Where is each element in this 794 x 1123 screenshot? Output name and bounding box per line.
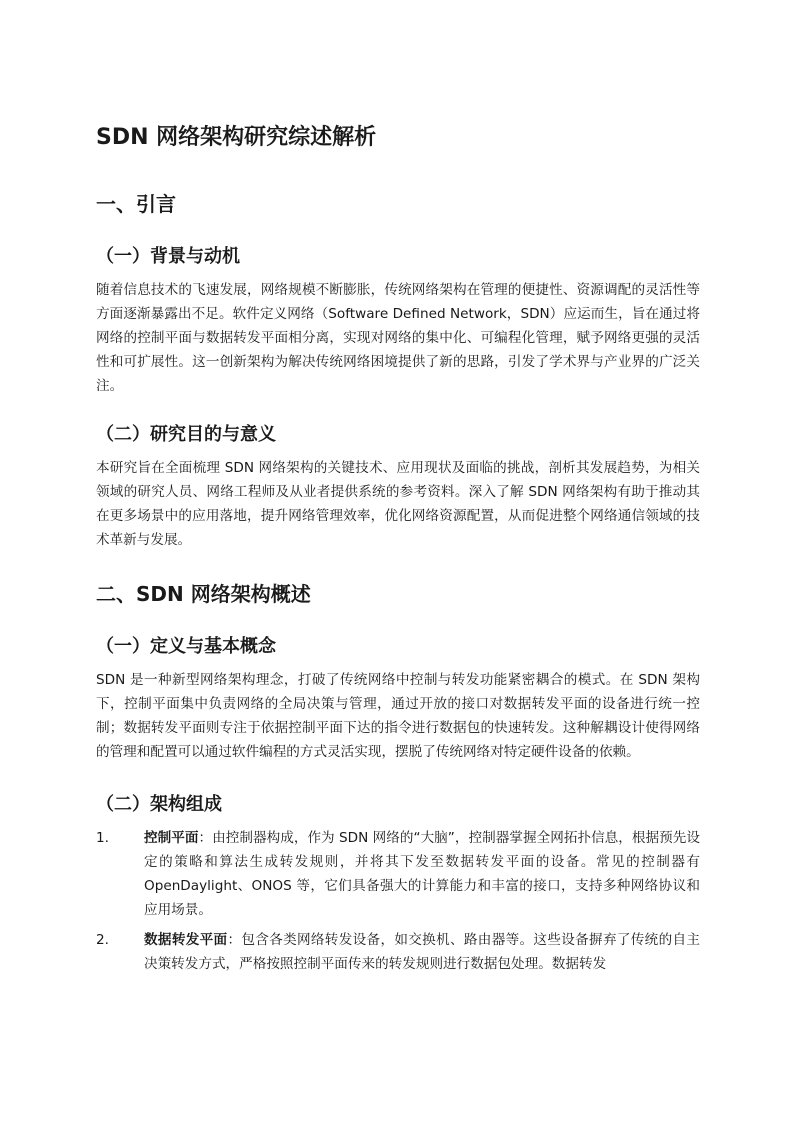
architecture-list bbox=[96, 826, 700, 976]
subsection-heading-purpose: （二）研究目的与意义 bbox=[96, 424, 276, 445]
list-text: ：包含各类网络转发设备，如交换机、路由器等。这些设备摒弃了传统的自主决策转发方式，严格按照控制平面传来的转发规则进行数据包处理。数据转发 bbox=[144, 932, 701, 972]
list-term: 控制平面 bbox=[144, 830, 199, 846]
paragraph-definition: SDN 是一种新型网络架构理念，打破了传统网络中控制与转发功能紧密耦合的模式。在 SDN 架构下，控制平面集中负责网络的全局决策与管理，通过开放的接口对数据转发平面的设备进行统一控制；数据转发平面则专注于依据控制平面下达的指令进行数据包的快速转发。这种解耦设计使得网络的管理和配置可以通过软件编程的方式灵活实现，摆脱了传统网络对特定硬件设备的依赖。 bbox=[96, 672, 700, 760]
list-number: 2. bbox=[96, 932, 109, 948]
subsection-heading-architecture: （二）架构组成 bbox=[96, 794, 222, 815]
document-page bbox=[96, 120, 700, 976]
paragraph-purpose: 本研究旨在全面梳理 SDN 网络架构的关键技术、应用现状及面临的挑战，剖析其发展趋势，为相关领域的研究人员、网络工程师及从业者提供系统的参考资料。深入了解 SDN 网络架构有助于推动其在更多场景中的应用落地，提升网络管理效率，优化网络资源配置，从而促进整个网络通信领域的技术革新与发展。 bbox=[96, 460, 700, 548]
list-item bbox=[96, 826, 700, 922]
list-item bbox=[96, 928, 700, 976]
paragraph-background: 随着信息技术的飞速发展，网络规模不断膨胀，传统网络架构在管理的便捷性、资源调配的灵活性等方面逐渐暴露出不足。软件定义网络（Software Defined Network，SDN）应运而生，旨在通过将网络的控制平面与数据转发平面相分离，实现对网络的集中化、可编程化管理，赋予网络更强的灵活性和可扩展性。这一创新架构为解决传统网络困境提供了新的思路，引发了学术界与产业界的广泛关注。 bbox=[96, 282, 700, 394]
section-heading-introduction: 一、引言 bbox=[96, 192, 176, 216]
list-text: ：由控制器构成，作为 SDN 网络的“大脑”，控制器掌握全网拓扑信息，根据预先设定的策略和算法生成转发规则，并将其下发至数据转发平面的设备。常见的控制器有 OpenDaylight、ONOS 等，它们具备强大的计算能力和丰富的接口，支持多种网络协议和应用场景。 bbox=[144, 830, 700, 918]
subsection-heading-definition: （一）定义与基本概念 bbox=[96, 636, 276, 657]
section-heading-overview: 二、SDN 网络架构概述 bbox=[96, 582, 311, 606]
document-title: SDN 网络架构研究综述解析 bbox=[96, 125, 377, 150]
subsection-heading-background: （一）背景与动机 bbox=[96, 246, 240, 267]
list-number: 1. bbox=[96, 830, 109, 846]
list-term: 数据转发平面 bbox=[144, 932, 228, 948]
